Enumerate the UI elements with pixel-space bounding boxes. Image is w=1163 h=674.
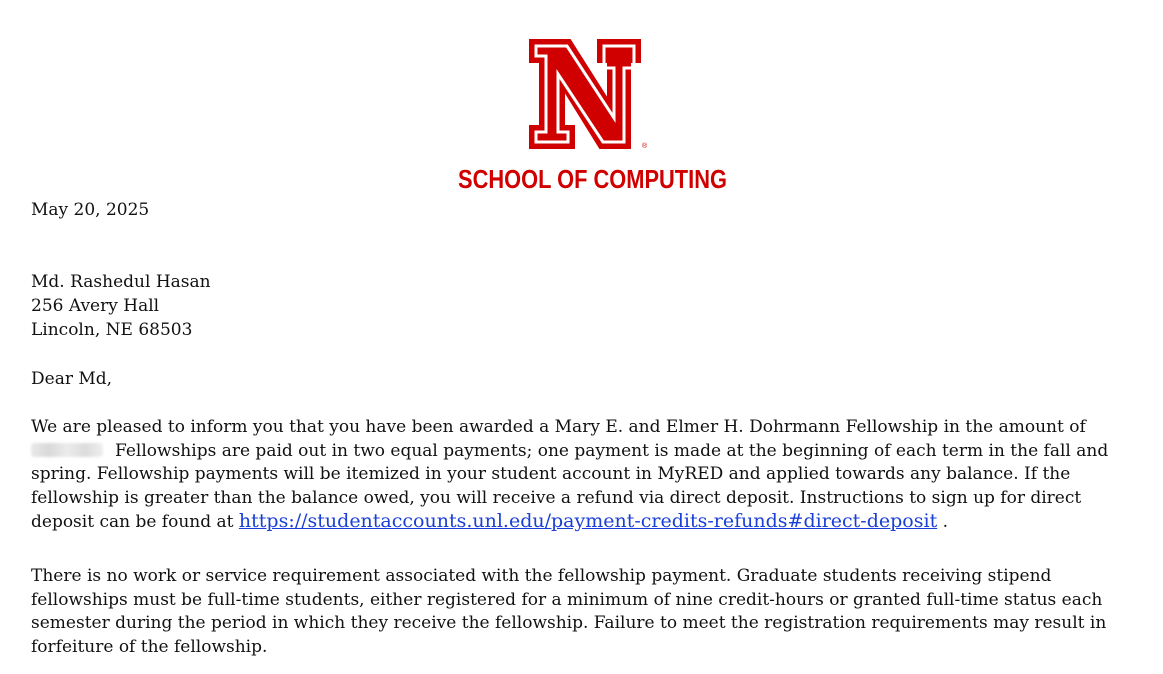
paragraph-line: fellowship is greater than the balance owed, you will receive a refund via direct deposit. Instructions to sign up for direct [31, 487, 1082, 508]
paragraph-text: Fellowships are paid out in two equal payments; one payment is made at the beginning of each term in the fall and [115, 440, 1109, 461]
paragraph-line: There is no work or service requirement associated with the fellowship payment. Graduate students receiving stipend [31, 566, 1052, 586]
paragraph-line: semester during the period in which they receive the fellowship. Failure to meet the registration requirements may result in [31, 613, 1107, 633]
university-n-logo [528, 38, 650, 152]
recipient-street: 256 Avery Hall [31, 296, 160, 316]
direct-deposit-link[interactable]: https://studentaccounts.unl.edu/payment-credits-refunds#direct-deposit [238, 510, 938, 532]
school-name-wordmark: SCHOOL OF COMPUTING [458, 164, 727, 194]
recipient-city-state-zip: Lincoln, NE 68503 [31, 320, 193, 340]
paragraph-line: fellowships must be full-time students, either registered for a minimum of nine credit-hours or granted full-time status each [31, 589, 1103, 610]
letter-date: May 20, 2025 [31, 200, 150, 220]
salutation: Dear Md, [31, 369, 113, 389]
recipient-address [31, 270, 211, 342]
paragraph-line: We are pleased to inform you that you have been awarded a Mary E. and Elmer H. Dohrmann Fellowship in the amount of [31, 417, 1086, 437]
recipient-name: Md. Rashedul Hasan [31, 272, 211, 292]
paragraph-line: forfeiture of the fellowship. [31, 636, 268, 657]
redacted-amount [31, 443, 103, 457]
paragraph-line: spring. Fellowship payments will be itemized in your student account in MyRED and applied towards any balance. If the [31, 464, 1071, 484]
paragraph-text: deposit can be found at [31, 512, 234, 532]
n-logo-icon [528, 38, 650, 152]
paragraph-text: . [942, 512, 949, 532]
paragraph-line [31, 440, 1141, 464]
requirements-paragraph [31, 565, 1141, 659]
trademark-symbol: ® [642, 143, 648, 150]
award-paragraph [31, 416, 1141, 535]
paragraph-line [31, 510, 1141, 535]
